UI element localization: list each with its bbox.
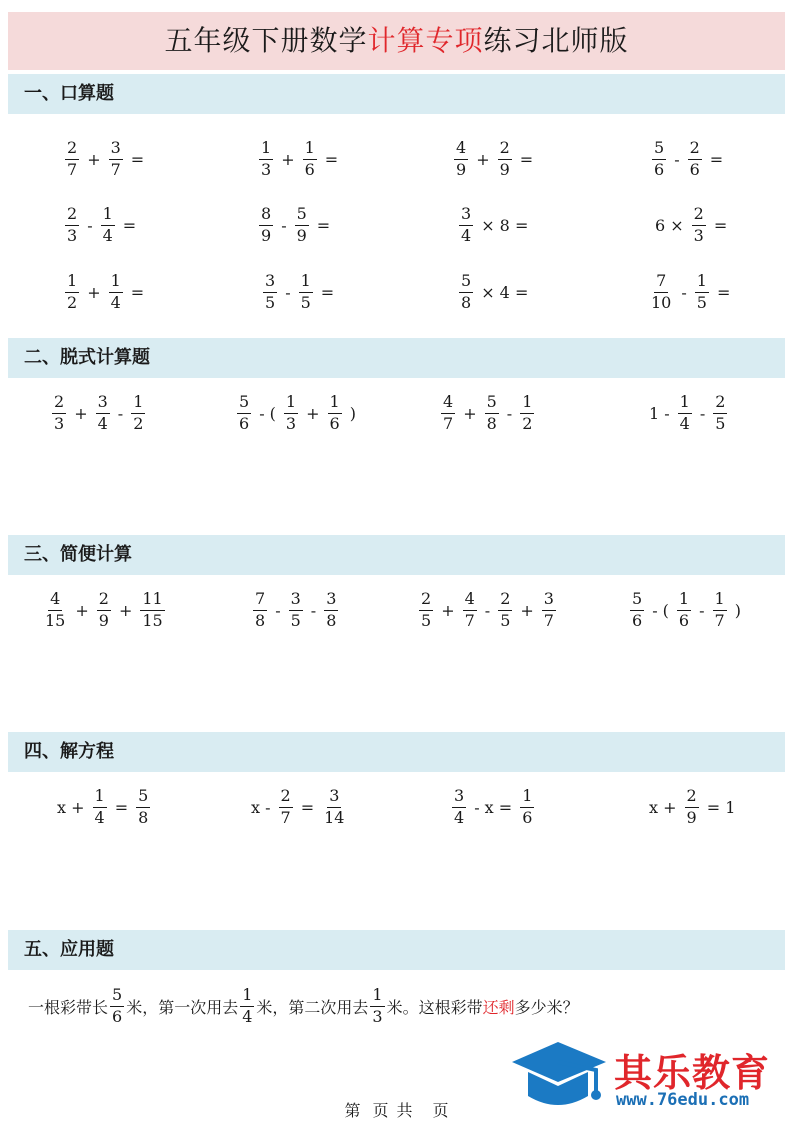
denominator: 4 <box>110 292 121 312</box>
operator: - <box>281 215 287 235</box>
numerator: 2 <box>419 590 433 610</box>
fraction <box>303 139 317 179</box>
denominator: 5 <box>290 610 301 630</box>
problem <box>256 200 335 250</box>
problem <box>644 388 730 438</box>
denominator: 5 <box>715 413 726 433</box>
operator: = <box>316 215 331 235</box>
operator: - ( <box>259 403 276 423</box>
numerator: 5 <box>652 139 666 159</box>
fraction <box>692 205 706 245</box>
numerator: 11 <box>140 590 164 610</box>
problem <box>246 782 349 832</box>
numerator: 5 <box>136 787 150 807</box>
operator: + <box>87 149 101 169</box>
numerator: 2 <box>713 393 727 413</box>
numerator: 1 <box>65 272 79 292</box>
operator: 1 - <box>649 403 670 423</box>
operator: - <box>699 600 705 620</box>
numerator: 1 <box>93 787 107 807</box>
denominator: 3 <box>372 1006 383 1026</box>
problem <box>649 134 728 184</box>
denominator: 3 <box>54 413 65 433</box>
fraction <box>284 393 298 433</box>
denominator: 4 <box>679 413 690 433</box>
fraction <box>695 272 709 312</box>
numerator: 4 <box>441 393 455 413</box>
numerator: 5 <box>295 205 309 225</box>
operator: 6 × <box>655 215 684 235</box>
operator: - <box>506 403 513 423</box>
denominator: 2 <box>67 292 78 312</box>
numerator: 3 <box>263 272 277 292</box>
denominator: 6 <box>654 159 665 179</box>
fraction <box>452 787 466 827</box>
problem <box>644 782 740 832</box>
fraction <box>485 393 499 433</box>
numerator: 1 <box>131 393 145 413</box>
numerator: 1 <box>520 787 534 807</box>
fraction <box>237 393 251 433</box>
denominator: 4 <box>102 225 113 245</box>
operator: = <box>713 215 728 235</box>
operator: + <box>87 282 101 302</box>
operator: + <box>75 600 89 620</box>
operator: = <box>130 149 145 169</box>
fraction <box>328 393 342 433</box>
denominator: 5 <box>500 610 511 630</box>
operator: - <box>310 600 317 620</box>
oral-row-3 <box>0 267 793 317</box>
operator: × 8 = <box>481 215 529 235</box>
fraction <box>253 590 267 630</box>
numerator: 1 <box>328 393 342 413</box>
problem <box>234 388 361 438</box>
denominator: 6 <box>689 159 700 179</box>
footer-di: 第 <box>344 1101 361 1120</box>
denominator: 9 <box>98 610 109 630</box>
fraction <box>520 787 534 827</box>
fraction <box>713 393 727 433</box>
numerator: 3 <box>452 787 466 807</box>
operator: + <box>74 403 88 423</box>
fraction <box>630 590 644 630</box>
denominator: 3 <box>67 225 78 245</box>
numerator: 2 <box>692 205 706 225</box>
denominator: 8 <box>461 292 472 312</box>
numerator: 2 <box>52 393 66 413</box>
problem <box>62 200 141 250</box>
numerator: 8 <box>259 205 273 225</box>
numerator: 1 <box>101 205 115 225</box>
problem <box>40 585 168 635</box>
stepwise-row <box>0 388 793 438</box>
fraction <box>454 139 468 179</box>
operator: x + <box>57 797 85 817</box>
operator: - <box>484 600 491 620</box>
denominator: 8 <box>486 413 497 433</box>
denominator: 10 <box>651 292 672 312</box>
numerator: 4 <box>463 590 477 610</box>
denominator: 5 <box>696 292 707 312</box>
numerator: 5 <box>630 590 644 610</box>
fraction <box>263 272 277 312</box>
numerator: 7 <box>654 272 668 292</box>
fraction <box>109 139 123 179</box>
operator: + <box>463 403 477 423</box>
operator: - ( <box>652 600 669 620</box>
denominator: 2 <box>522 413 533 433</box>
operator: - <box>87 215 93 235</box>
fraction <box>110 986 124 1026</box>
word-text: 米，第二次用去 <box>256 997 369 1017</box>
numerator: 3 <box>289 590 303 610</box>
footer-ye: 页 <box>372 1101 389 1120</box>
operator: - <box>674 149 680 169</box>
fraction <box>459 272 473 312</box>
numerator: 2 <box>97 590 111 610</box>
logo <box>508 1040 788 1116</box>
denominator: 4 <box>242 1006 253 1026</box>
denominator: 6 <box>522 807 533 827</box>
numerator: 3 <box>324 590 338 610</box>
fraction <box>498 590 512 630</box>
denominator: 4 <box>94 807 105 827</box>
numerator: 2 <box>279 787 293 807</box>
numerator: 1 <box>109 272 123 292</box>
denominator: 6 <box>632 610 643 630</box>
operator: x - <box>251 797 271 817</box>
operator: = <box>114 797 129 817</box>
oral-row-2 <box>0 200 793 250</box>
footer-gong: 共 <box>396 1101 413 1120</box>
denominator: 9 <box>296 225 307 245</box>
numerator: 1 <box>520 393 534 413</box>
denominator: 6 <box>329 413 340 433</box>
denominator: 6 <box>112 1006 123 1026</box>
fraction <box>677 590 691 630</box>
numerator: 1 <box>240 986 254 1006</box>
numerator: 1 <box>299 272 313 292</box>
title-pre: 五年级下册数学 <box>164 24 368 57</box>
fraction <box>259 205 273 245</box>
numerator: 3 <box>327 787 341 807</box>
fraction <box>131 393 145 433</box>
problem <box>62 134 149 184</box>
numerator: 1 <box>370 986 384 1006</box>
denominator: 4 <box>454 807 465 827</box>
operator: - <box>681 282 687 302</box>
graduation-cap-icon <box>508 1040 612 1116</box>
numerator: 3 <box>96 393 110 413</box>
section-header-equations: 四、解方程 <box>8 732 785 772</box>
operator: = 1 <box>706 797 736 817</box>
operator: + <box>520 600 534 620</box>
denominator: 5 <box>300 292 311 312</box>
denominator: 7 <box>714 610 725 630</box>
numerator: 2 <box>685 787 699 807</box>
footer-ye-2: 页 <box>432 1101 449 1120</box>
operator: = <box>716 282 731 302</box>
fraction <box>101 205 115 245</box>
numerator: 2 <box>498 590 512 610</box>
fraction <box>498 139 512 179</box>
title-post: 练习北师版 <box>483 24 629 57</box>
denominator: 8 <box>138 807 149 827</box>
numerator: 1 <box>259 139 273 159</box>
title-highlight: 计算专项 <box>367 24 484 57</box>
denominator: 2 <box>133 413 144 433</box>
word-text: 米。这根彩带 <box>386 997 483 1017</box>
numerator: 5 <box>485 393 499 413</box>
problem <box>52 782 153 832</box>
problem <box>250 585 341 635</box>
denominator: 14 <box>324 807 345 827</box>
numerator: 4 <box>454 139 468 159</box>
word-highlight: 还剩 <box>482 997 515 1017</box>
denominator: 7 <box>443 413 454 433</box>
operator: ) <box>349 403 356 423</box>
problem <box>256 134 343 184</box>
problem <box>646 267 735 317</box>
denominator: 8 <box>326 610 337 630</box>
problem <box>62 267 149 317</box>
logo-url: www.76edu.com <box>616 1090 750 1110</box>
numerator: 2 <box>65 205 79 225</box>
problem <box>438 388 537 438</box>
operator: = <box>320 282 335 302</box>
section-header-stepwise: 二、脱式计算题 <box>8 338 785 378</box>
denominator: 7 <box>543 610 554 630</box>
numerator: 1 <box>677 590 691 610</box>
section-header-word-problem: 五、应用题 <box>8 930 785 970</box>
fraction <box>65 205 79 245</box>
denominator: 9 <box>686 807 697 827</box>
fraction <box>688 139 702 179</box>
operator: × 4 = <box>481 282 529 302</box>
operator: = <box>519 149 534 169</box>
numerator: 3 <box>542 590 556 610</box>
numerator: 3 <box>109 139 123 159</box>
word-problem <box>28 984 579 1028</box>
fraction <box>43 590 67 630</box>
operator: + <box>306 403 320 423</box>
numerator: 3 <box>459 205 473 225</box>
fraction <box>324 590 338 630</box>
denominator: 7 <box>280 807 291 827</box>
fraction <box>649 272 673 312</box>
operator: + <box>441 600 455 620</box>
fraction <box>419 590 433 630</box>
denominator: 15 <box>45 610 66 630</box>
denominator: 15 <box>142 610 163 630</box>
fraction <box>109 272 123 312</box>
numerator: 4 <box>48 590 62 610</box>
operator: - <box>117 403 124 423</box>
fraction <box>520 393 534 433</box>
denominator: 8 <box>255 610 266 630</box>
operator: + <box>476 149 490 169</box>
problem <box>650 200 732 250</box>
fraction <box>136 787 150 827</box>
denominator: 9 <box>261 225 272 245</box>
operator: ) <box>734 600 741 620</box>
operator: - x = <box>474 797 513 817</box>
operator: + <box>281 149 295 169</box>
oral-row-1 <box>0 134 793 184</box>
fraction <box>259 139 273 179</box>
operator: = <box>122 215 137 235</box>
operator: = <box>709 149 724 169</box>
denominator: 7 <box>110 159 121 179</box>
denominator: 3 <box>261 159 272 179</box>
section-header-simplify: 三、简便计算 <box>8 535 785 575</box>
numerator: 2 <box>498 139 512 159</box>
denominator: 5 <box>421 610 432 630</box>
numerator: 1 <box>713 590 727 610</box>
fraction <box>678 393 692 433</box>
numerator: 2 <box>688 139 702 159</box>
operator: = <box>130 282 145 302</box>
fraction <box>96 393 110 433</box>
operator: = <box>300 797 315 817</box>
fraction <box>713 590 727 630</box>
fraction <box>279 787 293 827</box>
word-text: 多少米？ <box>514 997 579 1017</box>
fraction <box>299 272 313 312</box>
problem <box>451 134 538 184</box>
numerator: 7 <box>253 590 267 610</box>
fraction <box>441 393 455 433</box>
operator: + <box>118 600 133 620</box>
equations-row <box>0 782 793 832</box>
numerator: 5 <box>110 986 124 1006</box>
denominator: 9 <box>499 159 510 179</box>
problem <box>260 267 339 317</box>
fraction <box>463 590 477 630</box>
denominator: 7 <box>67 159 78 179</box>
operator: = <box>324 149 339 169</box>
denominator: 6 <box>239 413 250 433</box>
operator: - <box>275 600 281 620</box>
numerator: 1 <box>303 139 317 159</box>
problem <box>627 585 746 635</box>
word-text: 米，第一次用去 <box>126 997 239 1017</box>
simplify-row <box>0 585 793 635</box>
fraction <box>52 393 66 433</box>
numerator: 1 <box>284 393 298 413</box>
problem <box>456 200 533 250</box>
fraction <box>65 139 79 179</box>
fraction <box>295 205 309 245</box>
denominator: 4 <box>461 225 472 245</box>
denominator: 3 <box>693 225 704 245</box>
denominator: 6 <box>678 610 690 630</box>
fraction <box>652 139 666 179</box>
problem <box>456 267 533 317</box>
numerator: 1 <box>695 272 709 292</box>
denominator: 6 <box>304 159 315 179</box>
denominator: 9 <box>456 159 467 179</box>
word-text: 一根彩带长 <box>28 997 109 1017</box>
denominator: 3 <box>285 413 297 433</box>
fraction <box>370 986 384 1026</box>
problem <box>49 388 148 438</box>
fraction <box>322 787 346 827</box>
fraction <box>240 986 254 1026</box>
fraction <box>65 272 79 312</box>
operator: x + <box>649 797 677 817</box>
denominator: 4 <box>97 413 108 433</box>
operator: - <box>699 403 706 423</box>
section-header-oral: 一、口算题 <box>8 74 785 114</box>
fraction <box>140 590 164 630</box>
problem <box>416 585 559 635</box>
fraction <box>459 205 473 245</box>
logo-name: 其乐教育 <box>614 1051 771 1095</box>
numerator: 5 <box>237 393 251 413</box>
numerator: 2 <box>65 139 79 159</box>
denominator: 7 <box>464 610 475 630</box>
fraction <box>97 590 111 630</box>
fraction <box>685 787 699 827</box>
numerator: 1 <box>678 393 692 413</box>
fraction <box>289 590 303 630</box>
fraction <box>93 787 107 827</box>
denominator: 5 <box>265 292 276 312</box>
problem <box>449 782 537 832</box>
numerator: 5 <box>459 272 473 292</box>
page-title <box>8 12 785 70</box>
fraction <box>542 590 556 630</box>
operator: - <box>285 282 291 302</box>
